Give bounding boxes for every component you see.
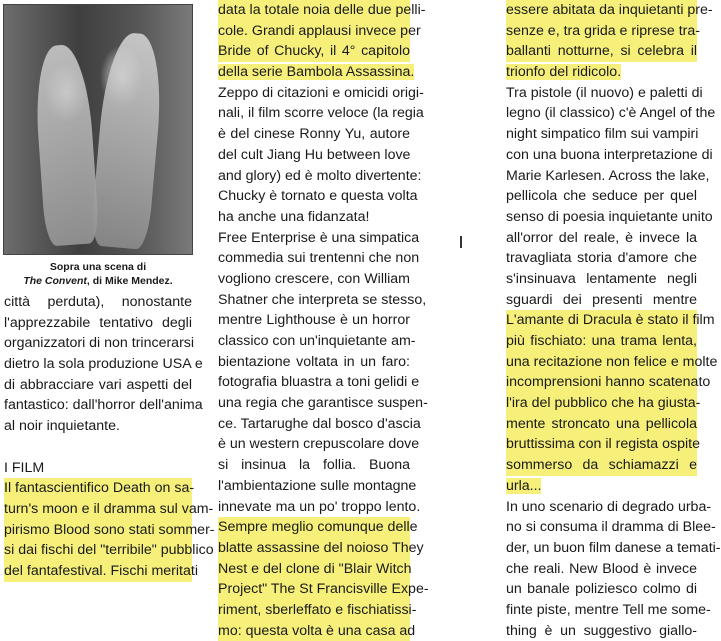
text-line <box>506 455 697 476</box>
text-line <box>218 248 420 269</box>
highlighted-text: più fischiato: una trama lenta, <box>506 331 697 352</box>
highlighted-text: riment, sberleffato e fischiatissi- <box>218 600 410 621</box>
column-left <box>4 292 215 582</box>
highlighted-text: bruttissima con il regista ospite <box>506 434 697 455</box>
highlighted-text: turn's moon e il dramma sul vam- <box>4 499 192 520</box>
text-line <box>218 145 410 166</box>
column-right <box>506 0 721 641</box>
text-line <box>218 103 424 124</box>
line-text: s'insinuava lentamente negli <box>506 270 697 287</box>
caption-title: The Convent <box>23 275 87 287</box>
line-text: è del cinese Ronny Yu, autore <box>218 126 410 143</box>
text-line <box>218 579 429 600</box>
line-text: dietro la sola produzione USA e <box>4 356 203 373</box>
text-line <box>218 621 416 641</box>
line-text: fantastico: dall'horror dell'anima <box>4 397 203 414</box>
text-line <box>506 124 697 145</box>
text-line <box>218 559 410 580</box>
text-line <box>506 269 697 290</box>
text-line <box>4 354 203 375</box>
highlighted-text: essere abitata da inquietanti pre- <box>506 0 697 21</box>
text-line <box>218 310 410 331</box>
text-line <box>506 579 697 600</box>
text-line <box>506 62 697 83</box>
photo-caption <box>3 260 193 288</box>
text-line <box>506 21 700 42</box>
highlighted-text: ballanti notturne, si celebra il <box>506 41 697 62</box>
text-line <box>506 41 697 62</box>
text-line <box>506 538 721 559</box>
line-text: Marie Karlesen. Across the lake, <box>506 167 710 184</box>
text-line <box>506 166 710 187</box>
text-line <box>218 331 416 352</box>
text-line <box>506 248 697 269</box>
line-text: con una buona interpretazione di <box>506 146 713 163</box>
text-line <box>506 103 716 124</box>
text-line <box>218 290 427 311</box>
text-line <box>218 517 418 538</box>
line-text: di abbracciare vari aspetti del <box>4 376 192 393</box>
text-line <box>4 333 195 354</box>
text-line <box>506 331 697 352</box>
text-line <box>506 476 697 497</box>
line-text: è un western crepuscolare dove <box>218 436 420 453</box>
line-text: Shatner che interpreta se stesso, <box>218 291 427 308</box>
highlighted-text: Sempre meglio comunque delle <box>218 517 410 538</box>
text-line <box>506 600 711 621</box>
line-text: no si consuma il dramma di Blee- <box>506 519 716 536</box>
highlighted-text: Bride of Chucky, il 4° capitolo <box>218 41 410 62</box>
text-line <box>4 561 198 582</box>
text-line <box>506 372 711 393</box>
text-line <box>218 124 410 145</box>
text-line <box>4 292 192 313</box>
line-text: Free Enterprise è una simpatica <box>218 229 420 246</box>
text-line <box>506 352 718 373</box>
text-line <box>218 207 410 228</box>
caption-credit: , di Mike Mendez. <box>86 275 173 287</box>
line-text: I FILM <box>4 459 45 476</box>
line-text: classico con un'inquietante am- <box>218 333 416 349</box>
article-photo <box>3 4 193 255</box>
photo-figure-left <box>32 43 100 246</box>
text-line <box>4 499 214 520</box>
text-line <box>218 166 422 187</box>
line-text: In uno scenario di degrado urba- <box>506 498 712 515</box>
text-line <box>506 621 697 641</box>
line-text: organizzatori di non trincerarsi <box>4 335 195 352</box>
line-text: sguardi dei presenti mentre <box>506 291 697 308</box>
highlighted-text: senze e, tra grida e riprese tra- <box>506 21 697 42</box>
text-line <box>4 478 195 499</box>
text-line <box>218 186 418 207</box>
text-line <box>4 375 192 396</box>
text-line <box>218 497 421 518</box>
text-line <box>506 414 697 435</box>
line-text: bientazione voltata in un faro: <box>218 353 410 370</box>
text-line <box>4 520 215 541</box>
line-text: Zeppo di citazioni e omicidi origi- <box>218 84 424 101</box>
line-text: Tra pistole (il nuovo) e paletti di <box>506 84 703 101</box>
line-text: vogliono crescere, con William <box>218 270 410 287</box>
line-text: commedia sui trentenni che non <box>218 250 420 267</box>
highlighted-text: pirismo Blood sono stati sommer- <box>4 520 192 541</box>
line-text: ce. Tartarughe dal bosco d'ascia <box>218 415 421 432</box>
line-text: travagliata storia d'amore che <box>506 250 697 267</box>
highlighted-text: mente stroncato una pellicola <box>506 414 697 435</box>
text-line <box>506 393 701 414</box>
text-line <box>506 517 716 538</box>
line-text: night simpatico film sui vampiri <box>506 126 699 143</box>
text-line <box>218 83 424 104</box>
line-text: mentre Lighthouse è un horror <box>218 312 410 329</box>
line-text: al noir inquietante. <box>4 418 120 435</box>
text-line <box>218 269 410 290</box>
line-text: che reali. New Blood è invece <box>506 560 697 577</box>
line-text: legno (il classico) c'è Angel of the <box>506 105 716 122</box>
text-line <box>218 352 410 373</box>
highlighted-text: mo: questa volta è una casa ad <box>218 621 410 641</box>
text-line <box>218 538 424 559</box>
line-text: l'apprezzabile tentativo degli <box>4 314 192 331</box>
text-line <box>4 313 192 334</box>
highlighted-text: data la totale noia delle due pelli- <box>218 0 410 21</box>
line-text: si insinua la follia. Buona <box>218 457 410 474</box>
line-text: Chucky è tornato e questa volta <box>218 188 418 205</box>
text-line <box>218 600 417 621</box>
text-line <box>218 455 410 476</box>
text-line <box>506 145 713 166</box>
line-text: una regia che garantisce suspen- <box>218 395 428 412</box>
line-text: senso di poesia inquietante unito <box>506 208 713 225</box>
text-line <box>218 476 417 497</box>
highlighted-text: del fantafestival. Fischi meritati <box>4 561 192 582</box>
highlighted-text: Project" The St Francisville Expe- <box>218 579 410 600</box>
line-text: finte piste, mentre Tell me some- <box>506 601 711 618</box>
line-text: thing è un suggestivo giallo- <box>506 622 697 639</box>
text-line <box>506 290 697 311</box>
text-line <box>4 395 203 416</box>
text-line <box>506 83 703 104</box>
highlighted-text: cole. Grandi applausi invece per <box>218 21 410 42</box>
column-middle <box>218 0 429 641</box>
text-line <box>506 228 697 249</box>
line-text: fotografia bluastra a toni gelidi e <box>218 374 420 391</box>
caption-line: Sopra una scena di <box>49 261 147 273</box>
highlighted-text: sommerso da schiamazzi e <box>506 455 697 476</box>
text-line <box>506 186 697 207</box>
line-text: città perduta), nonostante <box>4 294 192 310</box>
text-line <box>506 0 713 21</box>
highlighted-text: l'ira del pubblico che ha giusta- <box>506 393 697 414</box>
text-line <box>4 437 192 458</box>
text-line <box>4 416 192 437</box>
line-text: del cult Jiang Hu between love <box>218 146 411 163</box>
text-line <box>218 414 421 435</box>
highlighted-text: blatte assassine del noioso They <box>218 538 410 559</box>
text-line <box>218 434 420 455</box>
line-text: pellicola che seduce per quel <box>506 188 697 205</box>
line-text: innevate ma un po' troppo lento. <box>218 498 421 515</box>
text-line <box>506 434 700 455</box>
text-line <box>4 458 192 479</box>
line-text: der, un buon film danese a temati- <box>506 539 721 556</box>
highlighted-text: Il fantascientifico Death on sa- <box>4 478 192 499</box>
text-line <box>218 393 428 414</box>
line-text: nali, il film scorre veloce (la regia <box>218 105 424 122</box>
line-text: ha anche una fidanzata! <box>218 208 370 225</box>
margin-mark <box>460 236 462 248</box>
line-text: and glory) ed è molto divertente: <box>218 167 422 184</box>
line-text: l'ambientazione sulle montagne <box>218 477 417 494</box>
photo-figure-right <box>90 31 167 250</box>
text-line <box>506 310 715 331</box>
highlighted-text: incomprensioni hanno scatenato <box>506 372 697 393</box>
text-line <box>506 559 697 580</box>
highlighted-text: trionfo del ridicolo. <box>506 64 622 81</box>
highlighted-text: Nest e del clone di "Blair Witch <box>218 559 410 580</box>
highlighted-text: si dai fischi del "terribile" pubblico <box>4 540 192 561</box>
highlighted-text: una recitazione non felice e molte <box>506 352 697 373</box>
text-line <box>218 62 415 83</box>
text-line <box>218 372 420 393</box>
text-line <box>506 497 712 518</box>
text-line <box>218 228 420 249</box>
highlighted-text: della serie Bambola Assassina. <box>218 64 415 81</box>
text-line <box>218 0 426 21</box>
text-line <box>218 41 410 62</box>
text-line <box>218 21 421 42</box>
text-line <box>4 540 214 561</box>
line-text: un banale poliziesco colmo di <box>506 581 697 598</box>
line-text: all'orror del reale, è invece la <box>506 229 697 246</box>
text-line <box>506 207 713 228</box>
highlighted-text: urla... <box>506 477 542 494</box>
highlighted-text: L'amante di Dracula è stato il film <box>506 310 697 331</box>
